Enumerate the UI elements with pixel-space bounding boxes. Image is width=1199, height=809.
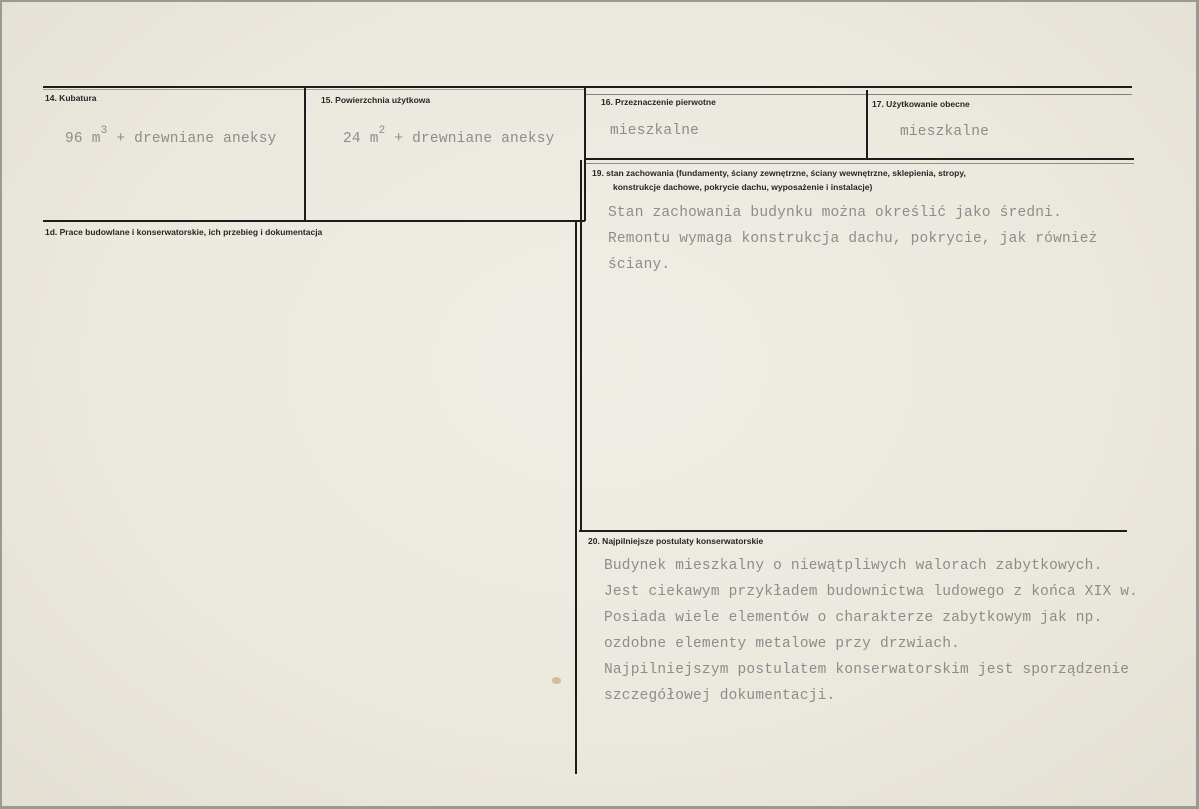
field-15-superscript: 2 (378, 125, 386, 138)
field-14-label: 14. Kubatura (45, 93, 97, 103)
rule-h-17 (586, 94, 1132, 95)
field-20-line: Posiada wiele elementów o charakterze zabytkowym jak np. (604, 610, 1103, 626)
field-19-label-line2: konstrukcje dachowe, pokrycie dachu, wyposażenie i instalacje) (613, 182, 873, 192)
field-18-label: 1d. Prace budowlane i konserwatorskie, ich przebieg i dokumentacja (45, 227, 323, 237)
card-border-left (0, 0, 2, 809)
field-19-label-line1: 19. stan zachowania (fundamenty, ściany zewnętrzne, ściany wewnętrzne, sklepienia, stropy, (592, 168, 966, 178)
rule-top (43, 86, 1132, 88)
field-14-number: 96 m (65, 131, 101, 147)
rule-v-14-15 (304, 87, 306, 221)
field-20-label: 20. Najpilniejsze postulaty konserwatorskie (588, 536, 764, 546)
field-19-line: ściany. (608, 257, 671, 273)
field-16-label: 16. Przeznaczenie pierwotne (601, 97, 716, 107)
field-19-text (608, 200, 1098, 278)
rule-v-16-17 (866, 90, 868, 158)
rule-h-19-top (585, 163, 1134, 164)
field-20-line: szczegółowej dokumentacji. (604, 688, 836, 704)
rule-h-left-mid (43, 220, 585, 222)
field-15-number: 24 m (343, 131, 379, 147)
field-16-value: mieszkalne (610, 123, 700, 139)
field-20-text (604, 553, 1138, 709)
field-20-line: Najpilniejszym postulatem konserwatorskim jest sporządzenie (604, 662, 1130, 678)
rule-h-16-17-bottom (585, 158, 1134, 160)
field-20-line: Budynek mieszkalny o niewątpliwych walorach zabytkowych. (604, 558, 1103, 574)
rule-h-20-top (579, 530, 1127, 532)
rule-v-center-upper (580, 160, 582, 530)
field-19-line: Remontu wymaga konstrukcja dachu, pokrycie, jak również (608, 231, 1098, 247)
field-20-line: ozdobne elementy metalowe przy drzwiach. (604, 636, 961, 652)
field-19-line: Stan zachowania budynku można określić jako średni. (608, 205, 1062, 221)
field-15-extra: + drewniane aneksy (385, 131, 555, 147)
field-20-line: Jest ciekawym przykładem budownictwa ludowego z końca XIX w. (604, 584, 1139, 600)
card-border-top (0, 0, 1199, 2)
field-14-superscript: 3 (100, 125, 108, 138)
field-14-extra: + drewniane aneksy (107, 131, 277, 147)
field-17-label: 17. Użytkowanie obecne (872, 99, 970, 109)
field-17-value: mieszkalne (900, 124, 990, 140)
rule-v-center (575, 221, 577, 774)
field-14-value (65, 126, 277, 152)
paper-stain (552, 677, 561, 684)
rule-v-15-16 (584, 87, 586, 221)
field-15-label: 15. Powierzchnia użytkowa (321, 95, 431, 105)
rule-top-left-shadow (43, 89, 585, 90)
field-15-value (343, 126, 555, 152)
